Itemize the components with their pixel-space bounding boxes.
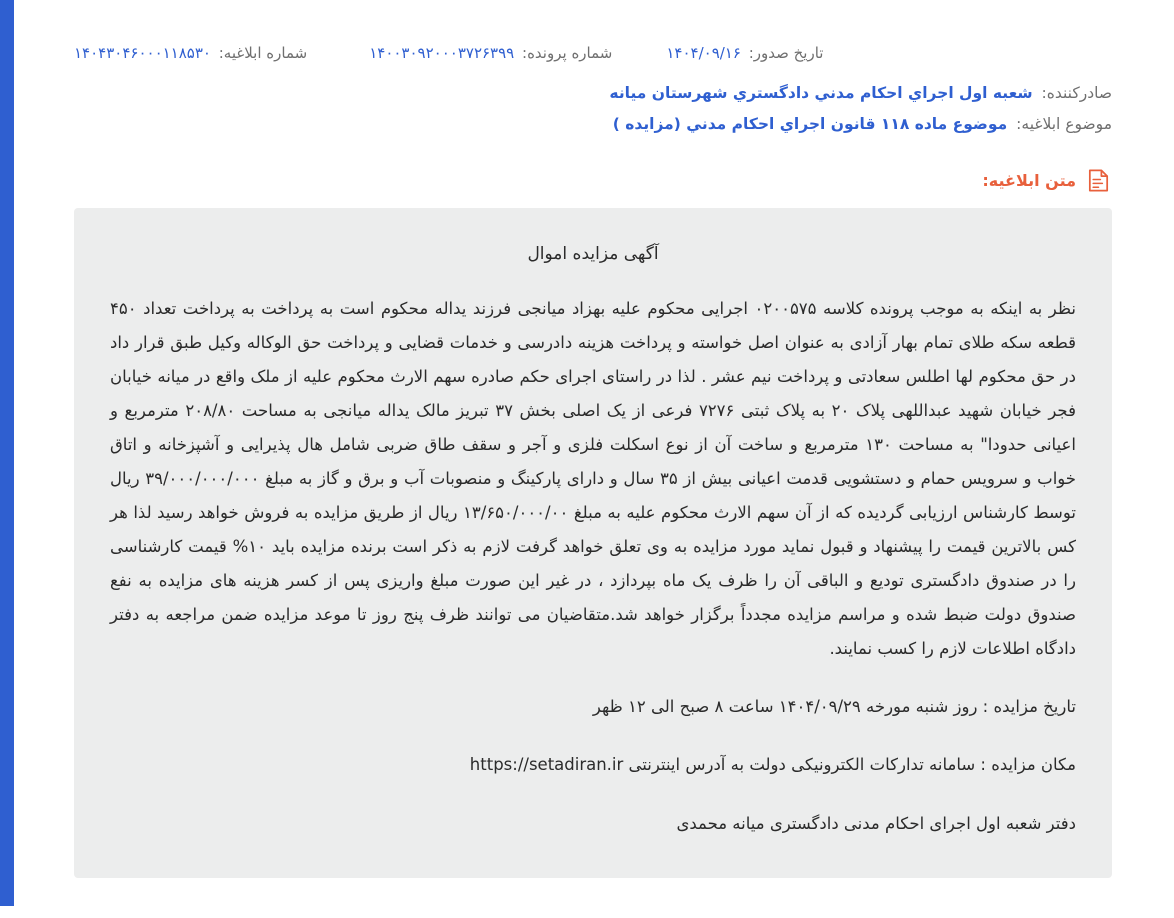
issue-date-label: تاریخ صدور: <box>748 44 824 62</box>
issue-date-value: ۱۴۰۴/۰۹/۱۶ <box>666 44 741 62</box>
issue-date <box>666 44 823 62</box>
section-title: متن ابلاغیه: <box>982 171 1076 190</box>
document-meta-row <box>74 44 1112 62</box>
case-number <box>369 44 612 62</box>
issuer-label: صادرکننده: <box>1041 84 1112 102</box>
notice-number-value: ۱۴۰۴۳۰۴۶۰۰۰۱۱۸۵۳۰ <box>74 44 211 62</box>
issuer-row <box>74 84 1112 102</box>
issuing-office-line: دفتر شعبه اول اجرای احکام مدنی دادگستری میانه محمدی <box>676 814 1076 834</box>
issuer-value: شعبه اول اجراي احکام مدني دادگستري شهرستان میانه <box>609 84 1033 102</box>
document-note-icon <box>1085 167 1112 194</box>
notice-number <box>74 44 307 62</box>
case-number-label: شماره پرونده: <box>522 44 613 62</box>
notice-card <box>74 208 1112 878</box>
notice-number-label: شماره ابلاغیه: <box>218 44 308 62</box>
notice-text-heading <box>74 167 1112 194</box>
subject-row <box>74 115 1112 133</box>
auction-place-url[interactable]: https://setadiran.ir <box>469 755 624 775</box>
left-accent-bar <box>0 0 14 906</box>
auction-date-line: تاریخ مزایده : روز شنبه مورخه ۱۴۰۴/۰۹/۲۹ ساعت ۸ صبح الی ۱۲ ظهر <box>592 696 1076 716</box>
notice-title: آگهی مزایده اموال <box>527 244 659 264</box>
notice-body: نظر به اینکه به موجب پرونده کلاسه ۰۲۰۰۵۷۵ اجرایی محکوم علیه بهزاد میانجی فرزند یداله محکوم است به پرداخت به پرداخت تعداد ۴۵۰ قطعه سکه طلای تمام بهار آزادی به عنوان اصل خواسته و پرداخت هزینه دادرسی و خدمات قضایی و پرداخت حق الوکاله وکیل طبق قرار داد در حق محکوم لها اطلس سعادتی و پرداخت نیم عشر . لذا در راستای اجرای حکم صادره سهم الارث محکوم علیه از ملک واقع در میانه خیابان فجر خیابان شهید عبداللهی پلاک ۲۰ به پلاک ثبتی ۷۲۷۶ فرعی از یک اصلی بخش ۳۷ تبریز مالک یداله میانجی به مساحت ۲۰۸/۸۰ مترمربع و اعیانی حدودا" به مساحت ۱۳۰ مترمربع و ساخت آن از نوع اسکلت فلزی و آجر و سقف طاق ضربی شامل هال پذیرایی و آشپزخانه و اتاق خواب و سرویس حمام و دستشویی قدمت اعیانی بیش از ۳۵ سال و دارای پارکینگ و منصوبات آب و برق و گاز به مبلغ ۳۹/۰۰۰/۰۰۰/۰۰۰ ریال توسط کارشناس ارزیابی گردیده که از آن سهم الارث محکوم علیه به مبلغ ۱۳/۶۵۰/۰۰۰/۰۰ ریال از طریق مزایده به فروش خواهد رسید لذا هر کس بالاترین قیمت را پیشنهاد و قبول نماید مورد مزایده به وی تعلق خواهد گرفت لازم به ذکر است برنده مزایده باید ۱۰% قیمت کارشناسی را در صندوق دادگستری تودیع و الباقی آن را ظرف یک ماه بپردازد ، در غیر این صورت مبلغ واریزی پس از کسر هزینه های مزایده به نفع صندوق دولت ضبط شده و مراسم مزایده مجدداً برگزار خواهد شد.متقاضیان می توانند ظرف پنج روز تا موعد مزایده ضمن مراجعه به دفتر دادگاه اطلاعات لازم را کسب نمایند. <box>110 299 1077 658</box>
subject-label: موضوع ابلاغیه: <box>1016 115 1112 133</box>
subject-value: موضوع ماده ۱۱۸ قانون اجراي احکام مدني (مزایده ) <box>612 115 1008 133</box>
auction-place-text: مکان مزایده : سامانه تدارکات الکترونیکی دولت به آدرس اینترنتی <box>623 755 1076 775</box>
case-number-value: ۱۴۰۰۳۰۹۲۰۰۰۳۷۲۶۳۹۹ <box>369 44 515 62</box>
auction-place-line <box>110 748 1076 783</box>
